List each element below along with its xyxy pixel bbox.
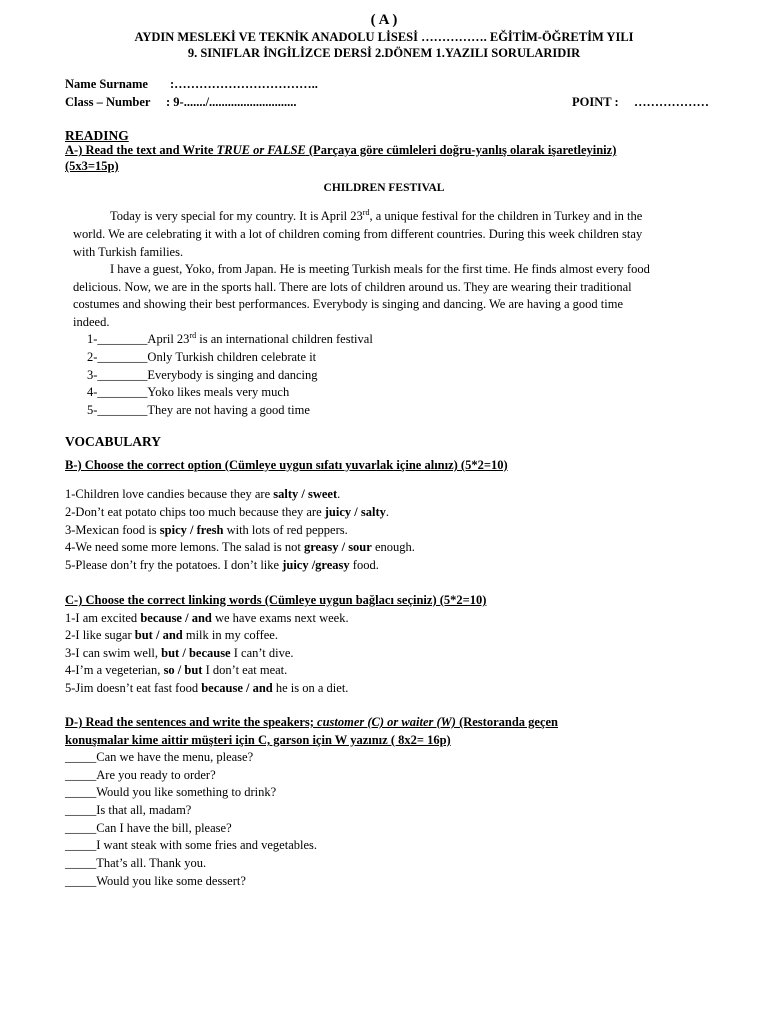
passage-line: costumes and showing their best performances. Everybody is singing and dancing. We are having a good time bbox=[73, 297, 624, 311]
reading-score: (5x3=15p) bbox=[65, 159, 119, 173]
linking-instruction: C-) Choose the correct linking words (Cümleye uygun bağlacı seçiniz) (5*2=10) bbox=[65, 593, 487, 607]
class-number-field[interactable]: : 9-......./............................ bbox=[166, 95, 297, 109]
passage-line: Today is very special for my country. It is April 23rd, a unique festival for the children in Turkey and in the bbox=[110, 207, 643, 223]
vocabulary-item[interactable]: 1-Children love candies because they are salty / sweet. bbox=[65, 487, 341, 501]
true-false-item[interactable]: 3-________Everybody is singing and dancing bbox=[87, 368, 318, 382]
speakers-instruction: D-) Read the sentences and write the speakers; customer (C) or waiter (W) (Restoranda geçen bbox=[65, 715, 559, 729]
speakers-instruction-line2: konuşmalar kime aittir müşteri için C, garson için W yazınız ( 8x2= 16p) bbox=[65, 733, 451, 747]
linking-item[interactable]: 1-I am excited because / and we have exams next week. bbox=[65, 611, 349, 625]
true-false-item[interactable]: 5-________They are not having a good time bbox=[87, 403, 310, 417]
passage-line: world. We are celebrating it with a lot of children coming from different countries. During this week children stay bbox=[73, 227, 643, 241]
true-false-item[interactable]: 2-________Only Turkish children celebrate it bbox=[87, 350, 317, 364]
vocabulary-heading: VOCABULARY bbox=[65, 434, 162, 449]
vocabulary-item[interactable]: 3-Mexican food is spicy / fresh with lots of red peppers. bbox=[65, 523, 348, 537]
speaker-item[interactable]: _____I want steak with some fries and vegetables. bbox=[65, 838, 318, 852]
reading-heading: READING bbox=[65, 128, 129, 143]
linking-item[interactable]: 2-I like sugar but / and milk in my coffee. bbox=[65, 628, 278, 642]
point-field[interactable]: ……………… bbox=[634, 95, 709, 109]
linking-item[interactable]: 5-Jim doesn’t eat fast food because / and he is on a diet. bbox=[65, 681, 349, 695]
vocabulary-item[interactable]: 5-Please don’t fry the potatoes. I don’t like juicy /greasy food. bbox=[65, 558, 379, 572]
passage-line: delicious. Now, we are in the sports hall. There are lots of children around us. They are wearing their traditional bbox=[73, 280, 632, 294]
speaker-item[interactable]: _____Is that all, madam? bbox=[65, 803, 192, 817]
passage-title: CHILDREN FESTIVAL bbox=[323, 182, 445, 194]
vocabulary-item[interactable]: 2-Don’t eat potato chips too much because they are juicy / salty. bbox=[65, 505, 389, 519]
speaker-item[interactable]: _____That’s all. Thank you. bbox=[65, 856, 207, 870]
speaker-item[interactable]: _____Would you like something to drink? bbox=[65, 785, 277, 799]
exam-title: 9. SINIFLAR İNGİLİZCE DERSİ 2.DÖNEM 1.YAZILI SORULARIDIR bbox=[187, 46, 581, 60]
true-false-item[interactable]: 4-________Yoko likes meals very much bbox=[87, 385, 290, 399]
passage-line: I have a guest, Yoko, from Japan. He is meeting Turkish meals for the first time. He finds almost every food bbox=[110, 262, 650, 276]
linking-item[interactable]: 4-I’m a vegeterian, so / but I don’t eat meat. bbox=[65, 663, 288, 677]
speaker-item[interactable]: _____Would you like some dessert? bbox=[65, 874, 246, 888]
name-surname-label: Name Surname bbox=[65, 77, 148, 91]
class-number-label: Class – Number bbox=[65, 95, 151, 109]
speaker-item[interactable]: _____Can I have the bill, please? bbox=[65, 821, 232, 835]
speaker-item[interactable]: _____Can we have the menu, please? bbox=[65, 750, 254, 764]
speaker-item[interactable]: _____Are you ready to order? bbox=[65, 768, 216, 782]
true-false-item[interactable]: 1-________April 23rd is an international children festival bbox=[87, 330, 373, 346]
name-surname-field[interactable]: :…………………………….. bbox=[170, 77, 318, 91]
vocabulary-instruction: B-) Choose the correct option (Cümleye uygun sıfatı yuvarlak içine alınız) (5*2=10) bbox=[65, 458, 508, 472]
passage-line: with Turkish families. bbox=[73, 245, 184, 259]
passage-line: indeed. bbox=[73, 315, 110, 329]
linking-item[interactable]: 3-I can swim well, but / because I can’t dive. bbox=[65, 646, 294, 660]
reading-instruction: A-) Read the text and Write TRUE or FALSE (Parçaya göre cümleleri doğru-yanlış olarak işaretleyiniz) bbox=[65, 143, 617, 157]
school-title: AYDIN MESLEKİ VE TEKNİK ANADOLU LİSESİ ……………. EĞİTİM-ÖĞRETİM YILI bbox=[134, 30, 634, 44]
exam-variant: ( A ) bbox=[370, 12, 398, 28]
vocabulary-item[interactable]: 4-We need some more lemons. The salad is not greasy / sour enough. bbox=[65, 540, 415, 554]
point-label: POINT : bbox=[572, 95, 619, 109]
